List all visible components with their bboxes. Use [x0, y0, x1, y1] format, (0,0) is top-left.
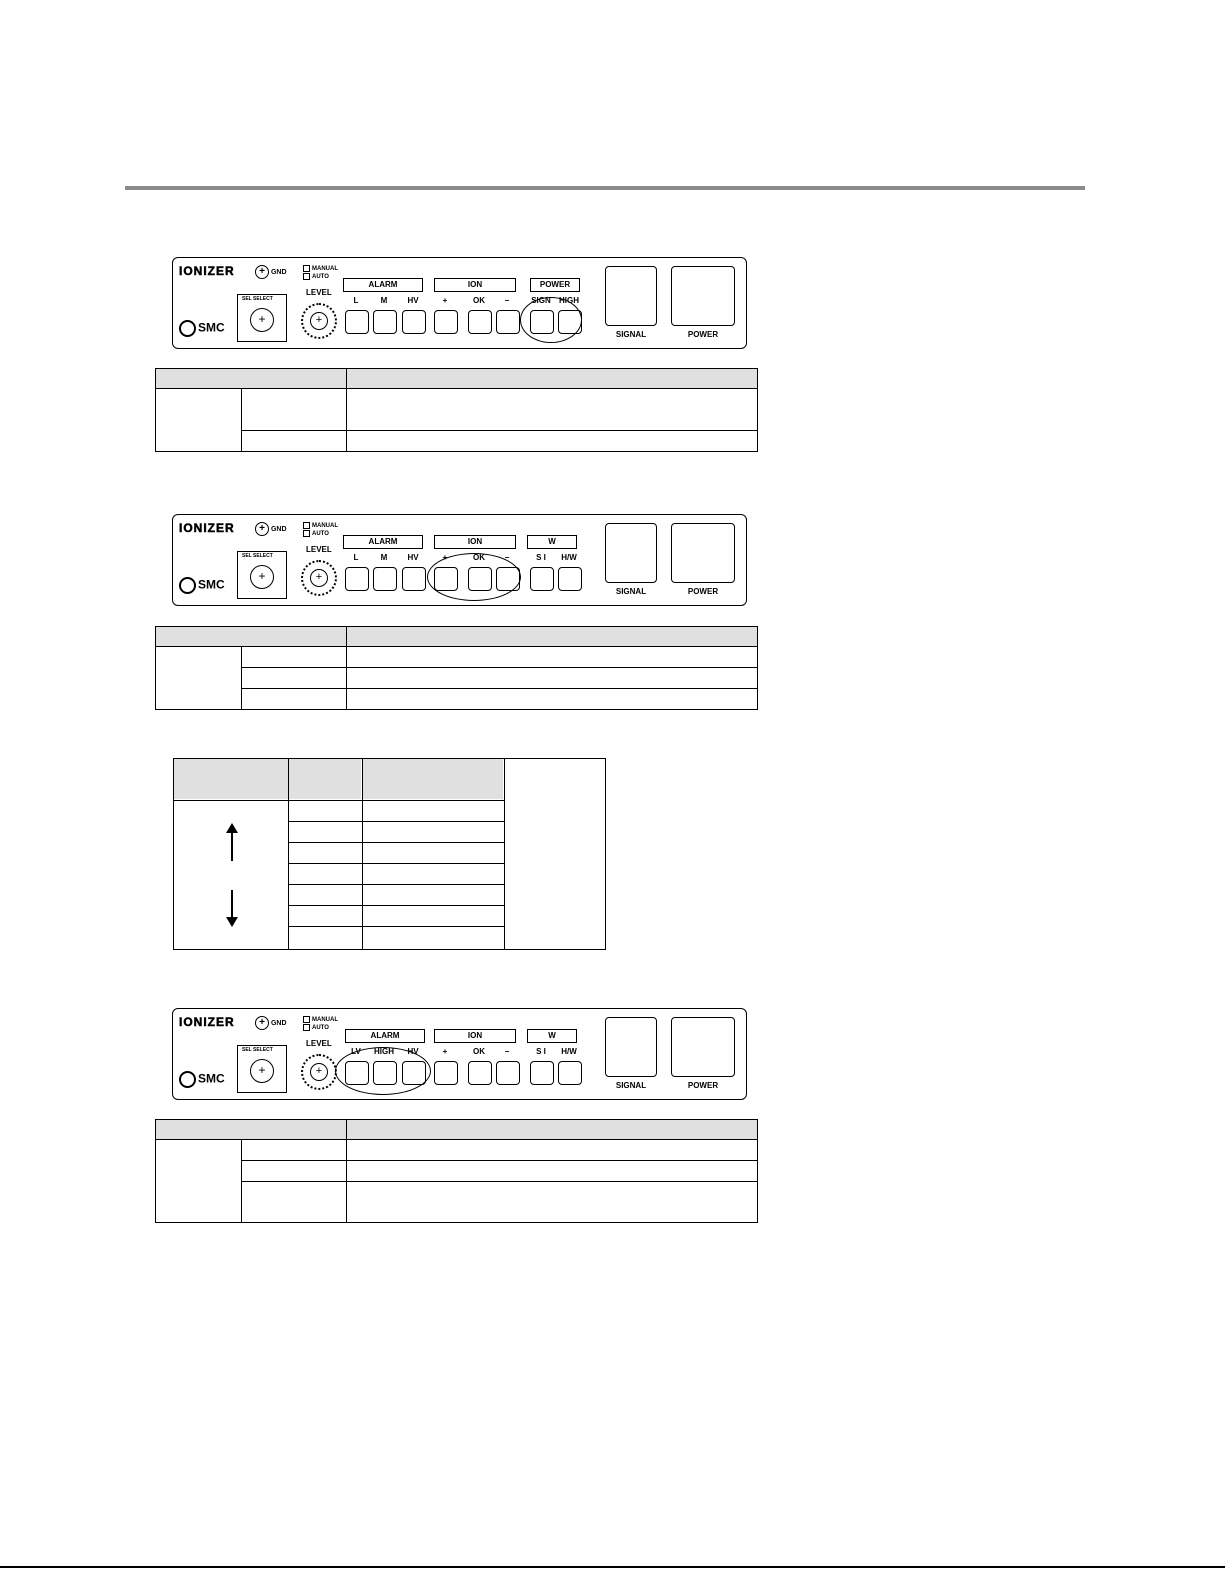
ion-minus-key[interactable] — [496, 310, 520, 334]
ground-icon: + — [255, 522, 269, 536]
ionizer-panel-power: IONIZER SMC + GND MANUAL AUTO LEVEL SEL SELECT + + ALARM ION POWER L M HV + OK − SIGN HIGH SIGNAL POWER — [172, 257, 747, 349]
alarm-hv-key[interactable] — [402, 310, 426, 334]
table-alarm — [155, 1119, 758, 1223]
rotary-dial-icon: + — [250, 565, 274, 589]
w-si-key[interactable] — [530, 567, 554, 591]
level-table — [173, 758, 606, 950]
select-switch[interactable]: SEL SELECT + — [237, 551, 287, 599]
signal-label: SIGNAL — [615, 330, 647, 339]
alarm-group-label: ALARM — [343, 278, 423, 292]
ion-plus-key[interactable] — [434, 310, 458, 334]
w-hw-key[interactable] — [558, 1061, 582, 1085]
rotary-dial-icon: + — [250, 1059, 274, 1083]
ion-ok-key[interactable] — [468, 310, 492, 334]
alarm-l-key[interactable] — [345, 310, 369, 334]
ground-terminal: + GND — [255, 265, 287, 279]
ion-group-label: ION — [434, 278, 516, 292]
mode-indicator: MANUAL AUTO — [303, 265, 338, 281]
level-knob[interactable]: + — [301, 1054, 337, 1090]
ground-icon: + — [255, 265, 269, 279]
w-hw-key[interactable] — [558, 567, 582, 591]
highlight-ellipse — [335, 1047, 431, 1095]
alarm-m-key[interactable] — [373, 567, 397, 591]
level-knob[interactable]: + — [301, 560, 337, 596]
ion-ok-key[interactable] — [468, 1061, 492, 1085]
select-switch[interactable]: SEL SELECT + — [237, 294, 287, 342]
level-knob[interactable]: + — [301, 303, 337, 339]
section-divider — [125, 186, 1085, 190]
alarm-group-label: ALARM — [345, 1029, 425, 1043]
level-label: LEVEL — [306, 288, 332, 297]
signal-window — [605, 266, 657, 326]
power-window — [671, 266, 735, 326]
power-group-label: POWER — [530, 278, 580, 292]
smc-logo: SMC — [179, 1071, 225, 1088]
footer-rule — [0, 1566, 1225, 1568]
smc-logo: SMC — [179, 320, 225, 337]
ground-icon: + — [255, 1016, 269, 1030]
highlight-ellipse — [427, 553, 521, 601]
table-ion — [155, 626, 758, 710]
alarm-l-key[interactable] — [345, 567, 369, 591]
ion-minus-key[interactable] — [496, 1061, 520, 1085]
alarm-hv-key[interactable] — [402, 567, 426, 591]
w-si-key[interactable] — [530, 1061, 554, 1085]
table-power — [155, 368, 758, 452]
ionizer-panel-ion: IONIZER SMC + GND MANUAL AUTO LEVEL SEL SELECT + + ALARM ION W L M HV + OK − S I H/W SIGNAL POWER — [172, 514, 747, 606]
power-label: POWER — [687, 330, 719, 339]
highlight-ellipse — [520, 297, 582, 343]
alarm-m-key[interactable] — [373, 310, 397, 334]
ion-plus-key[interactable] — [434, 1061, 458, 1085]
smc-logo: SMC — [179, 577, 225, 594]
select-switch[interactable]: SEL SELECT + — [237, 1045, 287, 1093]
rotary-dial-icon: + — [250, 308, 274, 332]
ionizer-panel-alarm: IONIZER SMC + GND MANUAL AUTO LEVEL SEL SELECT + + ALARM ION W LV HIGH HV + OK − S I H/W SIGNAL POWER — [172, 1008, 747, 1100]
brand-label: IONIZER — [179, 264, 235, 278]
arrow-down-icon — [226, 917, 238, 927]
